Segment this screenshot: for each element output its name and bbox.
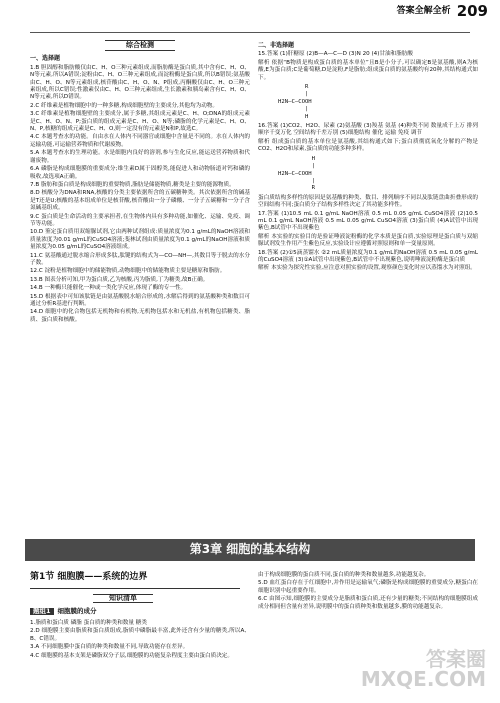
answer-item: 15.D 根据表中可知该肽链是由氨基酸脱水缩合形成的,水解后得到的氨基酸种类和数目可通过分析R基进行判断。: [30, 293, 250, 307]
analysis-16: 解析 组成蛋白质的基本单位是氨基酸,其结构通式如下;蛋白质彻底氧化分解的产物是CO2、H2O和尿素,蛋白质的功能多种多样。: [258, 138, 478, 153]
answer-item: 5.A 本题考查水的生理功能。水是细胞内良好的溶剂,参与生化反应,能运送营养物质和代谢废物。: [30, 150, 250, 164]
bottom-right-list: [258, 572, 478, 612]
topic-heading: [30, 608, 97, 615]
answer-item: 5.D 血红蛋白存在于红细胞中,并作用是运输氧气;磷脂是构成细胞膜的重要成分,糖蛋白在细胞识别中起重要作用。: [258, 580, 478, 594]
answer-item: 2.C 纤维素是植物细胞中的一种多糖,构成细胞壁的主要成分,其他均为动物。: [30, 102, 218, 109]
box-title: 综合检测: [105, 40, 175, 51]
left-items-list: [30, 65, 250, 324]
header-brand: 答案全解全析: [396, 6, 451, 16]
answer-item: 14.B 一种酶只能催化一种或一类化学反应,体现了酶的专一性。: [30, 285, 187, 292]
answer-15: 15.答案 (1)肝糖原 (2)B—A—C—D (3)N 20 (4)甘油和脂肪酸: [258, 51, 413, 58]
answer-item: 14.D 细胞中的化合物包括无机物和有机物,无机物包括水和无机盐,有机物包括糖类、脂质、蛋白质和核酸。: [30, 309, 250, 323]
section-title: 第1节 细胞膜——系统的边界: [30, 572, 148, 582]
analysis-18: 解析 本实验为探究性实验,应注意对照实验的设置,观察颜色变化时应以蒸馏水为对照组。: [258, 265, 476, 272]
answer-item: 由于构成细胞膜的蛋白质不同,蛋白质的种类和数量越多,功能越复杂。: [258, 572, 430, 578]
answer-item: 2.D 细胞膜主要由脂质和蛋白质组成,脂质中磷脂最丰富,此外还含有少量的糖类,所以A、B、C错误。: [30, 628, 250, 642]
answer-item: 3.A 不同细胞膜中蛋白质的种类和数量不同,导致功能存在差异。: [30, 644, 189, 651]
watermark-logo: 答案圈 MXQE.COM: [360, 647, 486, 691]
answer-18: 18.答案 (2)①5滴蒸馏水 ②2 mL质量浓度为0.1 g/mL的NaOH溶液 0.5 mL 0.05 g/mL的CuSO4溶液 (3)①A试管中出现紫色,B试管中不出现紫色,说明唾液淀粉酶是蛋白质: [258, 249, 478, 263]
answer-item: 6.C 由图示知,细胞膜的主要成分是脂质和蛋白质,还有少量的糖类;不同结构的细胞膜组成成分相同但含量有差异,说明膜中的蛋白质种类和数量越多,膜的功能越复杂。: [258, 596, 478, 610]
answer-item: 4.C 本题考查水的功能。自由水在人体内不同器官或细胞中含量是不同的。水在人体内的运输功能,可运输营养物质和代谢废物。: [30, 134, 250, 148]
answer-item: 4.C 细胞膜的基本支架是磷脂双分子层,细胞膜的功能复杂程度主要由蛋白质决定。: [30, 652, 233, 659]
answer-item: 11.C 氨基酸通过脱水缩合形成多肽,肽键的结构式为—CO—NH—,其数目等于脱去的水分子数。: [30, 252, 250, 266]
answer-17: 17.答案 (1)10.5 mL 0.1 g/mL NaOH溶液 0.5 mL 0.05 g/mL CuSO4溶液 (2)10.5 mL 0.1 g/mL NaOH溶液 0.5 mL 0.05 g/mL CuSO4溶液 (3)蛋白质 (4)A试管中出现紫色,B试管中不出现紫色: [258, 210, 478, 232]
section-rule: [30, 588, 240, 589]
analysis-15: 解析 依据“B物质是构成蛋白质的基本单位”且B是小分子,可以确定B是氨基酸,则A为核酸,E为蛋白质;C是葡萄糖,D是淀粉,F是脂肪;组成蛋白质的氨基酸约有20种,其结构通式如下。: [258, 59, 478, 81]
topic-badge: 题组1: [30, 608, 54, 615]
answer-item: 12.C 淀粉是植物细胞中的储能物质,动物细胞中的储能物质主要是糖原和脂肪。: [30, 268, 226, 275]
answer-item: 3.C 纤维素是植物细胞壁的主要成分,属于多糖,其组成元素是C、H、O;DNA的组成元素是C、H、O、N、P;蛋白质的组成元素是C、H、O、N等;磷脂的化学元素是C、H、O、N、P,核糖的组成元素是C、H、O,则一定没有的元素是N和P,故选C。: [30, 111, 250, 133]
topic-title: 细胞膜的成分: [57, 607, 97, 615]
answer-item: 8.D 核酸分为DNA和RNA,核酸的分类主要依据所含的五碳糖种类。其次依据所含的碱基是T还是U;核酸的基本组成单位是核苷酸,核苷酸由一分子磷酸、一分子五碳糖和一分子含氮碱基组成。: [30, 190, 250, 212]
analysis-17: 解析 本实验的实验目的是验证唾液淀粉酶的化学本质是蛋白质,实验原理是蛋白质与双缩脲试剂发生作用产生紫色反应,实验设计应遵循对照原则和单一变量原则。: [258, 233, 478, 248]
answer-item: 13.B 图表分析可知,甲为蛋白质,乙为核酸,丙为脂质,丁为糖类,故B正确。: [30, 276, 209, 283]
right-column: [258, 40, 478, 274]
section-heading-open: 二、非选择题: [258, 42, 295, 49]
answer-item: 1.B 胆固醇和脂肪酸仅由C、H、O三种元素组成,而脂肪酶是蛋白质,其中含有C、H、O、N等元素,所以A错误;淀粉由C、H、O三种元素组成,而淀粉酶是蛋白质,所以B错误;氨基酸由C、H、O、N等元素组成,核苷酸由C、H、O、N、P组成,丙酮酸仅由C、H、O三种元素组成,所以C错误;性激素仅由C、H、O三种元素组成,生长激素和胰岛素含有C、H、O、N等元素,所以D错误。: [30, 64, 250, 101]
answer-item: 9.C 蛋白质是生命活动的主要承担者,在生物体内具有多种功能,如催化、运输、免疫、调节等功能。: [30, 213, 250, 227]
header-right: [396, 2, 488, 20]
analysis-16b: 蛋白质结构多样性的原因是氨基酸的种类、数目、排列顺序不同以及肽链盘曲折叠形成的空间结构不同;蛋白质分子结构多样性决定了其功能多样性。: [258, 194, 478, 209]
knowledge-label: 知识清单: [93, 594, 153, 603]
bottom-left-list: [30, 620, 250, 661]
formula-2: H | H2N—C—COOH | R: [278, 155, 316, 192]
header-divider: [30, 32, 470, 33]
answer-16: 16.答案 (1)CO2、H2O、尿素 (2)氨基酸 (3)羧基 氨基 (4)种类不同 数量成千上万 排列顺序千变万化 空间结构千差万别 (5)细胞结构 催化 运输 免疫 调节: [258, 123, 478, 137]
page-header: [0, 0, 500, 30]
formula-1: R | H2N—C—COOH | H: [278, 84, 312, 120]
page-number: 209: [456, 2, 488, 20]
section-heading-choice: 一、选择题: [30, 55, 61, 63]
answer-item: 10.D 鉴定蛋白质用双缩脲试剂,它由两种试剂组成:质量浓度为0.1 g/mL的NaOH溶液和质量浓度为0.01 g/mL的CuSO4溶液;斐林试剂由质量浓度为0.1 g/mL的NaOH溶液和质量浓度为0.05 g/mL的CuSO4溶液组成。: [30, 229, 250, 251]
answer-item: 7.B 脂肪和蛋白质是构成细胞的重要物质,脂肪是储能物质,糖类是主要的能源物质。: [30, 181, 235, 188]
answer-item: 6.A 磷脂是构成细胞膜的重要成分;维生素D属于固醇类,能促进人和动物肠道对钙和磷的吸收,故选项A正确。: [30, 166, 250, 180]
left-column: [30, 40, 250, 325]
answer-item: 1.脂质和蛋白质 磷脂 蛋白质的种类和数量 糖类: [30, 620, 147, 626]
chapter-banner: 第3章 细胞的基本结构: [25, 539, 475, 561]
